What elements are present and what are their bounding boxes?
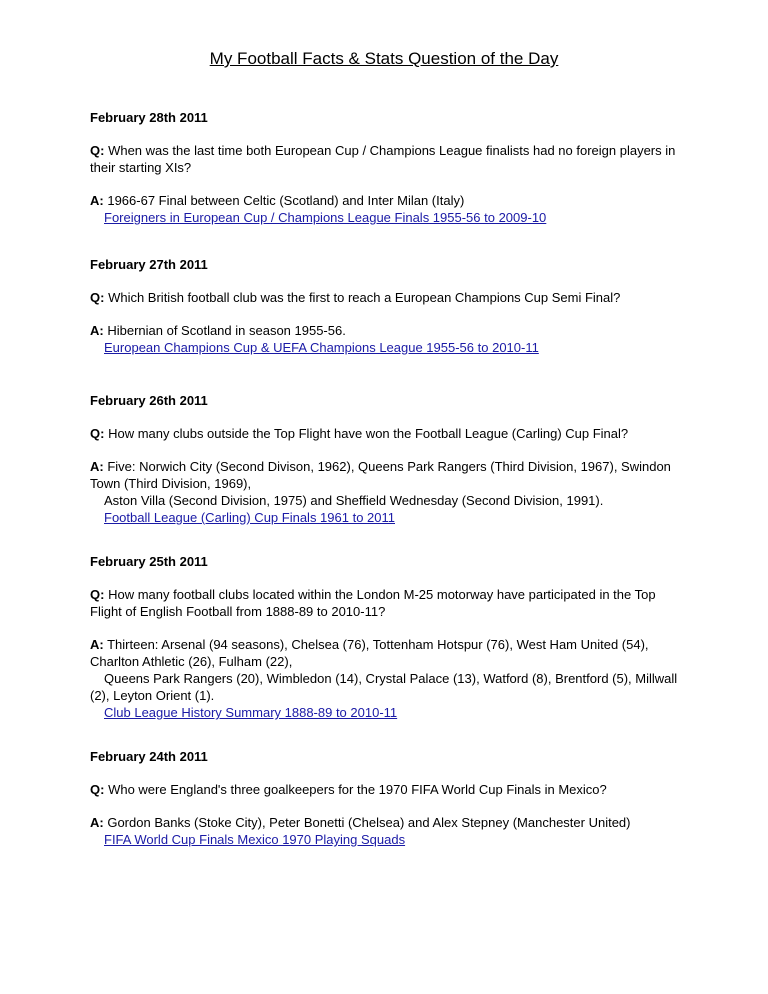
entry-date: February 27th 2011	[90, 257, 208, 272]
question-text: When was the last time both European Cup / Champions League finalists had no foreign players in their starting XIs?	[90, 143, 676, 175]
entry-question	[90, 586, 690, 620]
entry-feb-28	[90, 109, 690, 226]
entry-question	[90, 142, 690, 176]
page-title	[0, 48, 768, 70]
question-text: How many clubs outside the Top Flight have won the Football League (Carling) Cup Final?	[108, 426, 629, 441]
entry-question	[90, 425, 690, 442]
question-text: Which British football club was the first to reach a European Champions Cup Semi Final?	[108, 290, 621, 305]
answer-label: A:	[90, 637, 104, 652]
entry-date: February 25th 2011	[90, 554, 208, 569]
reference-link[interactable]: Club League History Summary 1888-89 to 2010-11	[104, 705, 398, 720]
answer-text: Five: Norwich City (Second Divison, 1962), Queens Park Rangers (Third Division, 1967), Swindon Town (Third Division, 1969),	[90, 459, 671, 491]
answer-text: 1966-67 Final between Celtic (Scotland) and Inter Milan (Italy)	[107, 193, 465, 208]
entry-question	[90, 781, 690, 798]
question-text: Who were England's three goalkeepers for the 1970 FIFA World Cup Finals in Mexico?	[108, 782, 607, 797]
question-text: How many football clubs located within the London M-25 motorway have participated in the Top Flight of English Football from 1888-89 to 2010-11?	[90, 587, 656, 619]
question-label: Q:	[90, 587, 105, 602]
answer-text-continued: Queens Park Rangers (20), Wimbledon (14), Crystal Palace (13), Watford (8), Brentford (5), Millwall (2), Leyton Orient (1).	[90, 671, 678, 703]
entry-feb-26	[90, 392, 690, 526]
entry-feb-25	[90, 553, 690, 721]
answer-text-continued: Aston Villa (Second Division, 1975) and Sheffield Wednesday (Second Division, 1991).	[104, 493, 604, 508]
reference-link[interactable]: European Champions Cup & UEFA Champions League 1955-56 to 2010-11	[104, 340, 539, 355]
entry-question	[90, 289, 690, 306]
answer-label: A:	[90, 459, 104, 474]
answer-label: A:	[90, 323, 104, 338]
entry-answer	[90, 192, 690, 226]
entry-answer	[90, 322, 690, 356]
entry-date: February 24th 2011	[90, 749, 208, 764]
answer-label: A:	[90, 193, 104, 208]
reference-link[interactable]: Foreigners in European Cup / Champions League Finals 1955-56 to 2009-10	[104, 210, 547, 225]
page-title-text: My Football Facts & Stats Question of the Day	[209, 49, 559, 68]
entry-answer	[90, 636, 690, 721]
entry-date: February 26th 2011	[90, 393, 208, 408]
answer-text: Gordon Banks (Stoke City), Peter Bonetti (Chelsea) and Alex Stepney (Manchester United)	[107, 815, 631, 830]
entry-answer	[90, 458, 690, 526]
question-label: Q:	[90, 290, 105, 305]
answer-label: A:	[90, 815, 104, 830]
answer-text: Hibernian of Scotland in season 1955-56.	[107, 323, 346, 338]
entry-date: February 28th 2011	[90, 110, 208, 125]
entry-answer	[90, 814, 690, 848]
entry-feb-27	[90, 256, 690, 356]
entry-feb-24	[90, 748, 690, 848]
reference-link[interactable]: Football League (Carling) Cup Finals 1961 to 2011	[104, 510, 395, 525]
question-label: Q:	[90, 426, 105, 441]
question-label: Q:	[90, 782, 105, 797]
reference-link[interactable]: FIFA World Cup Finals Mexico 1970 Playing Squads	[104, 832, 406, 847]
answer-text: Thirteen: Arsenal (94 seasons), Chelsea (76), Tottenham Hotspur (76), West Ham United (54), Charlton Athletic (26), Fulham (22),	[90, 637, 649, 669]
question-label: Q:	[90, 143, 105, 158]
